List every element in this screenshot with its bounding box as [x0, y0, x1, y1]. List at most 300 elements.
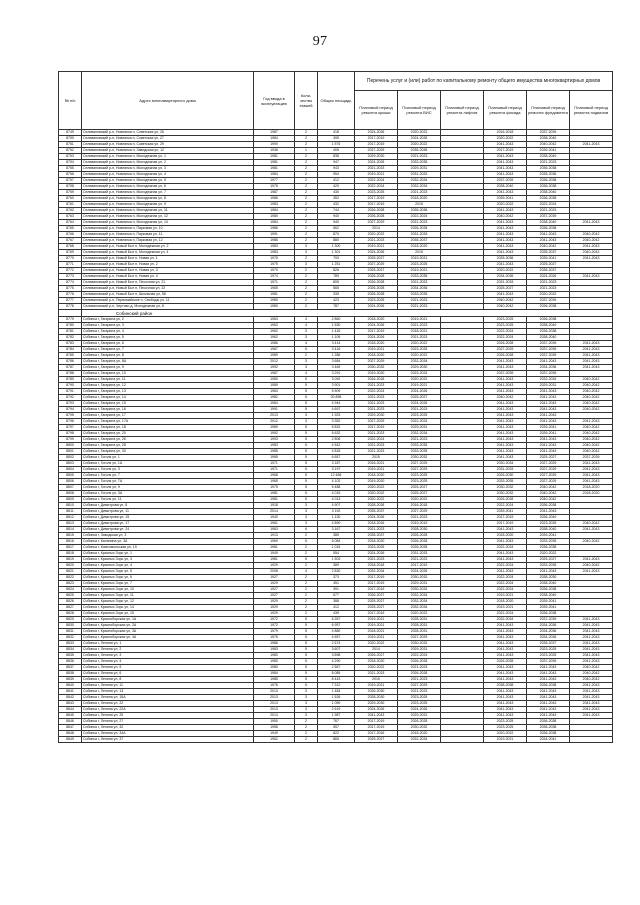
cell-number: 8788: [59, 371, 82, 377]
cell-service-period: 2029-2030: [355, 154, 398, 160]
cell-service-period: 2035-2036: [398, 148, 441, 154]
cell-service-period: 2041-2043: [570, 142, 613, 148]
cell-address: Собинка г, Димитрова ул, 17: [82, 521, 254, 527]
cell-year: 1991: [254, 407, 295, 413]
cell-service-period: 2018-2020: [355, 341, 398, 347]
cell-floors: 2: [295, 154, 318, 160]
cell-service-period: 2020-2022: [484, 136, 527, 142]
cell-number: 8773: [59, 274, 82, 280]
cell-area: 943: [318, 166, 355, 172]
cell-service-period: 2018-2021: [398, 329, 441, 335]
cell-number: 8806: [59, 479, 82, 485]
cell-address: Собинка г, Ленина ул, 15А: [82, 695, 254, 701]
cell-service-period: 2041-2043: [484, 671, 527, 677]
cell-service-period: 2041-2043: [570, 623, 613, 629]
cell-area: 3 901: [318, 383, 355, 389]
cell-address: Собинка г, Ленина ул, 1: [82, 641, 254, 647]
cell-service-period: 2035-2037: [527, 268, 570, 274]
cell-service-period: 2024-2026: [398, 707, 441, 713]
cell-year: 1963: [254, 323, 295, 329]
repair-schedule-table: [58, 71, 613, 743]
cell-number: 8770: [59, 256, 82, 262]
cell-area: 4 102: [318, 479, 355, 485]
cell-service-period: 2018-2020: [398, 196, 441, 202]
cell-service-period: 2015: [355, 677, 398, 683]
cell-year: 1993: [254, 437, 295, 443]
cell-service-period: 2040-2042: [570, 449, 613, 455]
cell-service-period: 2030-2032: [355, 365, 398, 371]
cell-area: 1 286: [318, 353, 355, 359]
cell-number: 8758: [59, 184, 82, 190]
cell-floors: 2: [295, 160, 318, 166]
cell-service-period: 2041-2043: [484, 551, 527, 557]
cell-floors: 2: [295, 719, 318, 725]
cell-service-period: 2041-2043: [484, 244, 527, 250]
cell-area: 2 674: [318, 641, 355, 647]
cell-number: 8781: [59, 329, 82, 335]
cell-area: 838: [318, 154, 355, 160]
cell-floors: 2: [295, 575, 318, 581]
cell-service-period: 2024-2026: [355, 323, 398, 329]
cell-service-period: 2036-2040: [527, 515, 570, 521]
cell-service-period: 2040-2042: [570, 425, 613, 431]
cell-area: 6 084: [318, 539, 355, 545]
cell-address: Собинка г, Димитрова ул, 11: [82, 509, 254, 515]
cell-service-period: 2020-2022: [527, 551, 570, 557]
cell-floors: 3: [295, 521, 318, 527]
cell-service-period: 2029-2030: [398, 365, 441, 371]
cell-number: 8799: [59, 437, 82, 443]
cell-address: Собинка г, Красных Зорь ул, 5: [82, 569, 254, 575]
cell-service-period: 2040-2042: [484, 298, 527, 304]
cell-service-period: 2020-2022: [484, 268, 527, 274]
cell-year: 1987: [254, 371, 295, 377]
cell-year: 1949: [254, 551, 295, 557]
cell-service-period: 2035-2037: [398, 238, 441, 244]
cell-service-period: 2041-2043: [527, 695, 570, 701]
cell-service-period: 2021-2023: [398, 407, 441, 413]
cell-service-period: 2041-2043: [484, 677, 527, 683]
cell-address: Собинка г, Гагарина ул, 3: [82, 323, 254, 329]
cell-service-period: 2041-2043: [570, 467, 613, 473]
cell-area: 744: [318, 208, 355, 214]
cell-number: 8763: [59, 214, 82, 220]
cell-number: 8790: [59, 383, 82, 389]
cell-service-period: 2041-2043: [570, 683, 613, 689]
cell-service-period: 2034-2036: [527, 635, 570, 641]
cell-service-period: 2041-2043: [484, 539, 527, 545]
cell-year: 2013: [254, 413, 295, 419]
cell-floors: 2: [295, 298, 318, 304]
cell-service-period: 2041-2043: [484, 413, 527, 419]
cell-service-period: 2041-2043: [484, 292, 527, 298]
cell-service-period: 2020-2022: [355, 497, 398, 503]
cell-address: Собинка г, Красных Зорь ул, 4: [82, 563, 254, 569]
cell-area: 5 509: [318, 389, 355, 395]
cell-service-period: 2041-2043: [484, 160, 527, 166]
cell-floors: 2: [295, 196, 318, 202]
cell-year: 1965: [254, 479, 295, 485]
cell-service-period: 2038-2040: [527, 335, 570, 341]
cell-floors: 1: [295, 148, 318, 154]
cell-address: Собинка г, Ленина ул, 22: [82, 701, 254, 707]
section-spacer: [59, 310, 82, 317]
cell-year: 2012: [254, 419, 295, 425]
cell-service-period: 2027-2029: [527, 467, 570, 473]
cell-service-period: 2018-2020: [570, 491, 613, 497]
cell-year: 1981: [254, 557, 295, 563]
cell-service-period: 2026-2030: [355, 689, 398, 695]
cell-service-period: 2039-2041: [527, 148, 570, 154]
cell-number: 8801: [59, 449, 82, 455]
cell-service-period: 2040-2042: [570, 232, 613, 238]
cell-service-period: 2026-2028: [398, 659, 441, 665]
cell-service-period: 2023-2025: [527, 647, 570, 653]
cell-year: 1975: [254, 184, 295, 190]
cell-service-period: 2023-2025: [398, 479, 441, 485]
cell-year: 1980: [254, 214, 295, 220]
cell-year: 1984: [254, 401, 295, 407]
cell-year: 1927: [254, 587, 295, 593]
cell-floors: 5: [295, 455, 318, 461]
cell-area: 3 898: [318, 653, 355, 659]
cell-service-period: 2041-2043: [570, 653, 613, 659]
table-body: [59, 130, 613, 743]
cell-area: 1 301: [318, 250, 355, 256]
cell-address: Селивановский р-н, Новлянка п, Молодежная ул, 6: [82, 184, 254, 190]
cell-area: 557: [318, 725, 355, 731]
cell-year: 1929: [254, 581, 295, 587]
header-facade: Плановый период ремонта фасада: [484, 91, 527, 130]
cell-floors: 2: [295, 130, 318, 136]
cell-service-period: 2028-2031: [398, 617, 441, 623]
cell-address: Собинка г, Гагарина ул, 4: [82, 329, 254, 335]
cell-service-period: 2041-2043: [484, 701, 527, 707]
cell-address: Собинка г, Гагарина ул, 2: [82, 317, 254, 323]
cell-service-period: 2021-2023: [355, 383, 398, 389]
cell-service-period: 2036-2038: [527, 611, 570, 617]
cell-service-period: 2040-2042: [570, 443, 613, 449]
cell-service-period: 2041-2043: [484, 232, 527, 238]
cell-service-period: 2027-2029: [398, 467, 441, 473]
cell-area: 940: [318, 214, 355, 220]
cell-number: 8808: [59, 491, 82, 497]
cell-service-period: 2022-2024: [355, 178, 398, 184]
cell-address: Собинка г, Красных Зорь ул, 11: [82, 593, 254, 599]
cell-number: 8766: [59, 232, 82, 238]
cell-service-period: 2033-2035: [527, 539, 570, 545]
cell-service-period: 2019-2021: [355, 635, 398, 641]
cell-service-period: 2041-2043: [484, 377, 527, 383]
cell-floors: 2: [295, 172, 318, 178]
cell-service-period: 2024-2026: [355, 304, 398, 310]
cell-floors: 2: [295, 202, 318, 208]
cell-address: Селивановский р-н, Новый Быт п, Новая ул, 1: [82, 256, 254, 262]
cell-number: 8759: [59, 190, 82, 196]
cell-area: 6 267: [318, 617, 355, 623]
cell-service-period: 2026-2028: [398, 533, 441, 539]
cell-service-period: 2027-2029: [398, 683, 441, 689]
cell-area: 3 291: [318, 371, 355, 377]
cell-address: Селивановский р-н, Новлянка п, Молодежная ул, 11: [82, 208, 254, 214]
cell-year: 1913: [254, 533, 295, 539]
cell-year: 1983: [254, 244, 295, 250]
cell-area: 3 414: [318, 341, 355, 347]
cell-year: 1940: [254, 515, 295, 521]
cell-service-period: 2033-2035: [398, 443, 441, 449]
cell-year: 1980: [254, 377, 295, 383]
cell-service-period: 2022-2024: [355, 437, 398, 443]
cell-year: 2013: [254, 701, 295, 707]
cell-year: 1989: [254, 353, 295, 359]
cell-service-period: 2025-2027: [355, 256, 398, 262]
cell-floors: 2: [295, 581, 318, 587]
cell-service-period: 2017-2019: [355, 142, 398, 148]
cell-number: 8802: [59, 455, 82, 461]
cell-service-period: 2024-2026: [527, 274, 570, 280]
table-header: [59, 72, 613, 130]
cell-service-period: 2026-2028: [484, 353, 527, 359]
cell-address: Собинка г, Гоголя ул, 1А: [82, 461, 254, 467]
cell-service-period: 2040-2042: [570, 377, 613, 383]
cell-service-period: 2020-2022: [355, 641, 398, 647]
cell-service-period: 2017-2019: [355, 587, 398, 593]
cell-service-period: 2040-2042: [570, 521, 613, 527]
cell-number: 8832: [59, 635, 82, 641]
cell-service-period: 2029-2030: [355, 413, 398, 419]
cell-address: Собинка г, Красных Зорь ул, 1: [82, 551, 254, 557]
cell-service-period: 2027-2029: [398, 509, 441, 515]
cell-floors: 2: [295, 136, 318, 142]
cell-service-period: 2025-2027: [527, 557, 570, 563]
cell-floors: 2: [295, 605, 318, 611]
cell-service-period: 2021-2023: [355, 407, 398, 413]
cell-number: 8791: [59, 389, 82, 395]
cell-service-period: 2022-2024: [398, 419, 441, 425]
cell-service-period: 2041-2043: [484, 154, 527, 160]
cell-service-period: 2021-2023: [527, 280, 570, 286]
cell-year: 1981: [254, 160, 295, 166]
cell-year: 1986: [254, 226, 295, 232]
cell-area: 439: [318, 611, 355, 617]
cell-service-period: 2041-2043: [527, 665, 570, 671]
cell-floors: 3: [295, 713, 318, 719]
cell-number: 8824: [59, 587, 82, 593]
cell-area: 4 880: [318, 629, 355, 635]
cell-address: Собинка г, Ленина ул, 22А: [82, 707, 254, 713]
cell-service-period: 2020-2022: [484, 202, 527, 208]
cell-service-period: 2023-2025: [355, 545, 398, 551]
cell-address: Собинка г, Гагарина ул, 8: [82, 353, 254, 359]
cell-service-period: 2041-2043: [570, 527, 613, 533]
cell-number: 8779: [59, 317, 82, 323]
cell-service-period: 2020-2022: [355, 232, 398, 238]
header-floors: Коли-чество этажей: [295, 72, 318, 130]
cell-service-period: 2041-2043: [570, 641, 613, 647]
cell-floors: 2: [295, 166, 318, 172]
cell-service-period: 2041-2043: [484, 443, 527, 449]
header-services-group: Перечень услуг и (или) работ по капитальному ремонту общего имущества многоквартирных домов: [355, 72, 613, 91]
cell-number: 8815: [59, 533, 82, 539]
cell-service-period: 2023-2025: [484, 323, 527, 329]
cell-floors: 5: [295, 671, 318, 677]
cell-service-period: 2032-2034: [398, 599, 441, 605]
cell-number: 8847: [59, 725, 82, 731]
cell-service-period: 2018-2018: [355, 563, 398, 569]
cell-year: 1929: [254, 611, 295, 617]
cell-number: 8821: [59, 569, 82, 575]
cell-service-period: 2040-2042: [570, 395, 613, 401]
cell-address: Собинка г, Гагарина ул, 9: [82, 365, 254, 371]
cell-service-period: 2037-2039: [527, 371, 570, 377]
cell-address: Собинка г, Ленина ул, 3: [82, 653, 254, 659]
cell-year: 1977: [254, 178, 295, 184]
cell-number: 8789: [59, 377, 82, 383]
cell-service-period: 2018-2020: [398, 731, 441, 737]
cell-year: 1976: [254, 683, 295, 689]
cell-service-period: 2018-2020: [398, 244, 441, 250]
cell-number: 8757: [59, 178, 82, 184]
cell-floors: 5: [295, 635, 318, 641]
cell-area: 3 416: [318, 347, 355, 353]
cell-area: 677: [318, 593, 355, 599]
cell-year: 1968: [254, 473, 295, 479]
cell-service-period: 2030-2032: [398, 587, 441, 593]
cell-year: 1981: [254, 166, 295, 172]
cell-year: 1949: [254, 731, 295, 737]
cell-number: 8793: [59, 401, 82, 407]
cell-number: 8778: [59, 304, 82, 310]
cell-service-period: 2040-2042: [527, 142, 570, 148]
cell-address: Собинка г, Красных Зорь ул, 7: [82, 581, 254, 587]
cell-service-period: 2032-2034: [527, 377, 570, 383]
cell-number: 8816: [59, 539, 82, 545]
cell-service-period: 2041-2043: [484, 665, 527, 671]
cell-service-period: 2023-2025: [484, 719, 527, 725]
cell-service-period: 2041-2043: [570, 274, 613, 280]
cell-service-period: 2027-2029: [355, 148, 398, 154]
cell-area: 4 818: [318, 449, 355, 455]
cell-floors: 2: [295, 725, 318, 731]
cell-floors: 5: [295, 389, 318, 395]
cell-service-period: 2027-2029: [355, 359, 398, 365]
cell-service-period: 2036-2038: [527, 196, 570, 202]
cell-service-period: 2017-2019: [355, 725, 398, 731]
cell-service-period: 2018-2020: [484, 599, 527, 605]
cell-service-period: 2023-2024: [398, 371, 441, 377]
cell-service-period: 2036-2038: [527, 503, 570, 509]
cell-service-period: 2019-2021: [398, 256, 441, 262]
cell-year: 1980: [254, 653, 295, 659]
cell-service-period: 2041-2043: [570, 220, 613, 226]
cell-area: 3 092: [318, 377, 355, 383]
cell-number: 8819: [59, 557, 82, 563]
cell-service-period: 2021-2023: [355, 527, 398, 533]
cell-service-period: 2026-2027: [355, 653, 398, 659]
cell-service-period: 2041-2043: [527, 443, 570, 449]
cell-address: Собинка г, Ленина ул, 34А: [82, 731, 254, 737]
cell-service-period: 2023-2025: [355, 190, 398, 196]
cell-address: Селивановский р-н, Новлянка п, Молодежная ул, 3: [82, 166, 254, 172]
cell-service-period: 2016-2018: [355, 377, 398, 383]
cell-floors: 2: [295, 268, 318, 274]
cell-service-period: 2025-2027: [398, 485, 441, 491]
cell-service-period: 2021-2023: [398, 557, 441, 563]
cell-floors: 5: [295, 641, 318, 647]
cell-number: 8776: [59, 292, 82, 298]
cell-year: 1962: [254, 335, 295, 341]
cell-service-period: 2041-2043: [570, 359, 613, 365]
cell-service-period: 2032-2034: [398, 593, 441, 599]
cell-service-period: 2041-2043: [570, 713, 613, 719]
cell-service-period: 2041-2043: [570, 347, 613, 353]
cell-service-period: 2016-2018: [398, 503, 441, 509]
cell-address: Собинка г, Гагарина ул, 17А: [82, 419, 254, 425]
cell-service-period: 2030-2032: [484, 491, 527, 497]
cell-area: 352: [318, 196, 355, 202]
cell-floors: 5: [295, 497, 318, 503]
cell-address: Собинка г, Ленина ул, 32: [82, 725, 254, 731]
cell-area: 1 987: [318, 713, 355, 719]
cell-service-period: 2026-2028: [484, 659, 527, 665]
cell-floors: 2: [295, 280, 318, 286]
cell-address: Селивановский р-н, Новый Быт п, Песочная ул, 22: [82, 286, 254, 292]
cell-area: 865: [318, 737, 355, 743]
cell-service-period: 2036-2038: [527, 587, 570, 593]
cell-year: 1984: [254, 671, 295, 677]
cell-number: 8837: [59, 665, 82, 671]
cell-service-period: 2041-2043: [484, 407, 527, 413]
cell-area: 432: [318, 202, 355, 208]
cell-year: 1972: [254, 623, 295, 629]
cell-floors: 3: [295, 419, 318, 425]
cell-service-period: 2016-2021: [355, 461, 398, 467]
cell-service-period: 2041-2043: [484, 647, 527, 653]
cell-year: 1983: [254, 443, 295, 449]
cell-service-period: 2018-2020: [570, 485, 613, 491]
cell-service-period: 2041-2043: [484, 250, 527, 256]
cell-floors: 2: [295, 142, 318, 148]
cell-service-period: 2033-2035: [398, 160, 441, 166]
cell-address: Собинка г, Красных Зорь ул, 10: [82, 587, 254, 593]
cell-service-period: 2037-2039: [527, 341, 570, 347]
cell-floors: 2: [295, 208, 318, 214]
cell-address: Собинка г, Красноборская ул, 1А: [82, 617, 254, 623]
cell-service-period: 2021-2023: [355, 449, 398, 455]
cell-floors: 2: [295, 178, 318, 184]
cell-floors: 3: [295, 707, 318, 713]
cell-number: 8756: [59, 172, 82, 178]
cell-service-period: 2023-2025: [527, 521, 570, 527]
cell-address: Селивановский р-н, Новлянка п, Молодежная ул, 8: [82, 196, 254, 202]
cell-address: Собинка г, Гагарина ул, 14: [82, 395, 254, 401]
repair-schedule-table-wrapper: [58, 71, 610, 743]
cell-service-period: 2026-2028: [484, 341, 527, 347]
cell-number: 8804: [59, 467, 82, 473]
cell-year: 2012: [254, 359, 295, 365]
cell-number: 8753: [59, 154, 82, 160]
cell-service-period: 2018-2020: [355, 659, 398, 665]
header-area: Общая площадь: [318, 72, 355, 130]
cell-area: 388: [318, 599, 355, 605]
cell-service-period: 2036-2038: [527, 184, 570, 190]
cell-service-period: 2023-2025: [484, 317, 527, 323]
cell-floors: 5: [295, 653, 318, 659]
cell-number: 8795: [59, 413, 82, 419]
cell-service-period: 2037-2039: [527, 214, 570, 220]
cell-service-period: 2039-2041: [527, 431, 570, 437]
cell-service-period: 2025-2027: [398, 491, 441, 497]
